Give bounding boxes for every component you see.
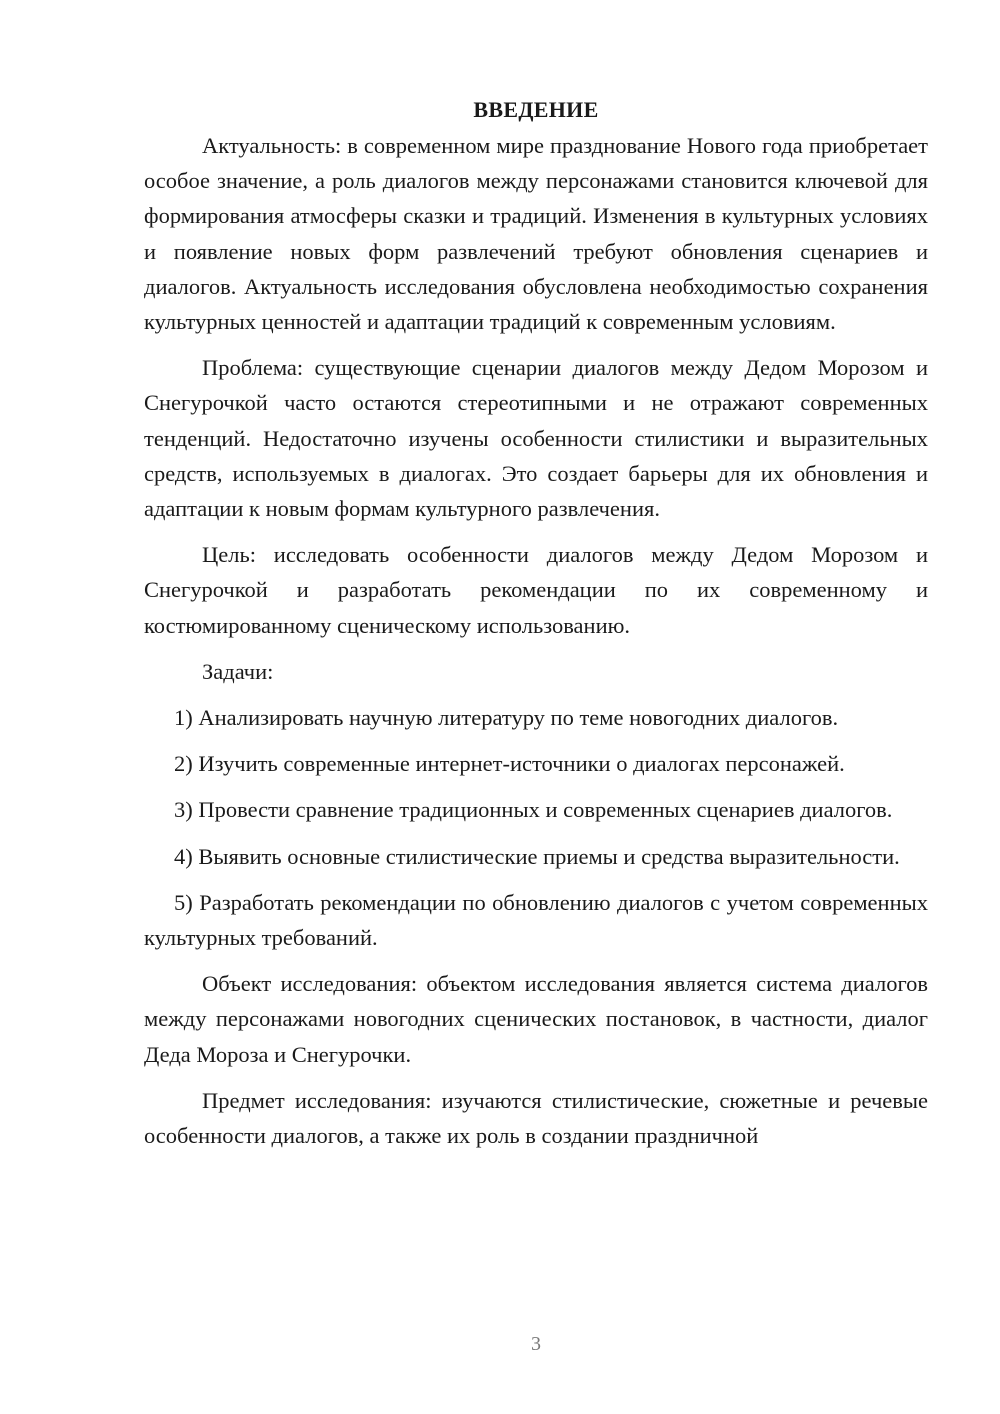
task-item: 5) Разработать рекомендации по обновлению диалогов с учетом современных культурных требований. (144, 889, 928, 951)
tasks-heading: Задачи: (202, 658, 274, 684)
task-item: 1) Анализировать научную литературу по теме новогодних диалогов. (174, 705, 839, 731)
page-title: ВВЕДЕНИЕ (473, 97, 599, 122)
task-item: 2) Изучить современные интернет-источники о диалогах персонажей. (174, 751, 845, 777)
paragraph-goal: Цель: исследовать особенности диалогов между Дедом Морозом и Снегурочкой и разработать рекомендации по их современному и костюмированному сценическому использованию. (144, 542, 928, 638)
task-item: 3) Провести сравнение традиционных и современных сценариев диалогов. (174, 797, 893, 823)
task-item: 4) Выявить основные стилистические приемы и средства выразительности. (174, 843, 900, 869)
document-body (144, 92, 928, 1164)
paragraph-subject: Предмет исследования: изучаются стилистические, сюжетные и речевые особенности диалогов, а также их роль в создании праздничной (144, 1087, 928, 1149)
page-number: 3 (531, 1333, 541, 1355)
paragraph-relevance: Актуальность: в современном мире празднование Нового года приобретает особое значение, а роль диалогов между персонажами становится ключевой для формирования атмосферы сказки и традиций. Изменения в культурных условиях и появление новых форм развлечений требуют обновления сценариев и диалогов. Актуальность исследования обусловлена необходимостью сохранения культурных ценностей и адаптации традиций к современным условиям. (144, 133, 928, 335)
paragraph-object: Объект исследования: объектом исследования является система диалогов между персонажами новогодних сценических постановок, в частности, диалог Деда Мороза и Снегурочки. (144, 971, 928, 1067)
paragraph-problem: Проблема: существующие сценарии диалогов между Дедом Морозом и Снегурочкой часто остаются стереотипными и не отражают современных тенденций. Недостаточно изучены особенности стилистики и выразительных средств, используемых в диалогах. Это создает барьеры для их обновления и адаптации к новым формам культурного развлечения. (144, 355, 928, 522)
